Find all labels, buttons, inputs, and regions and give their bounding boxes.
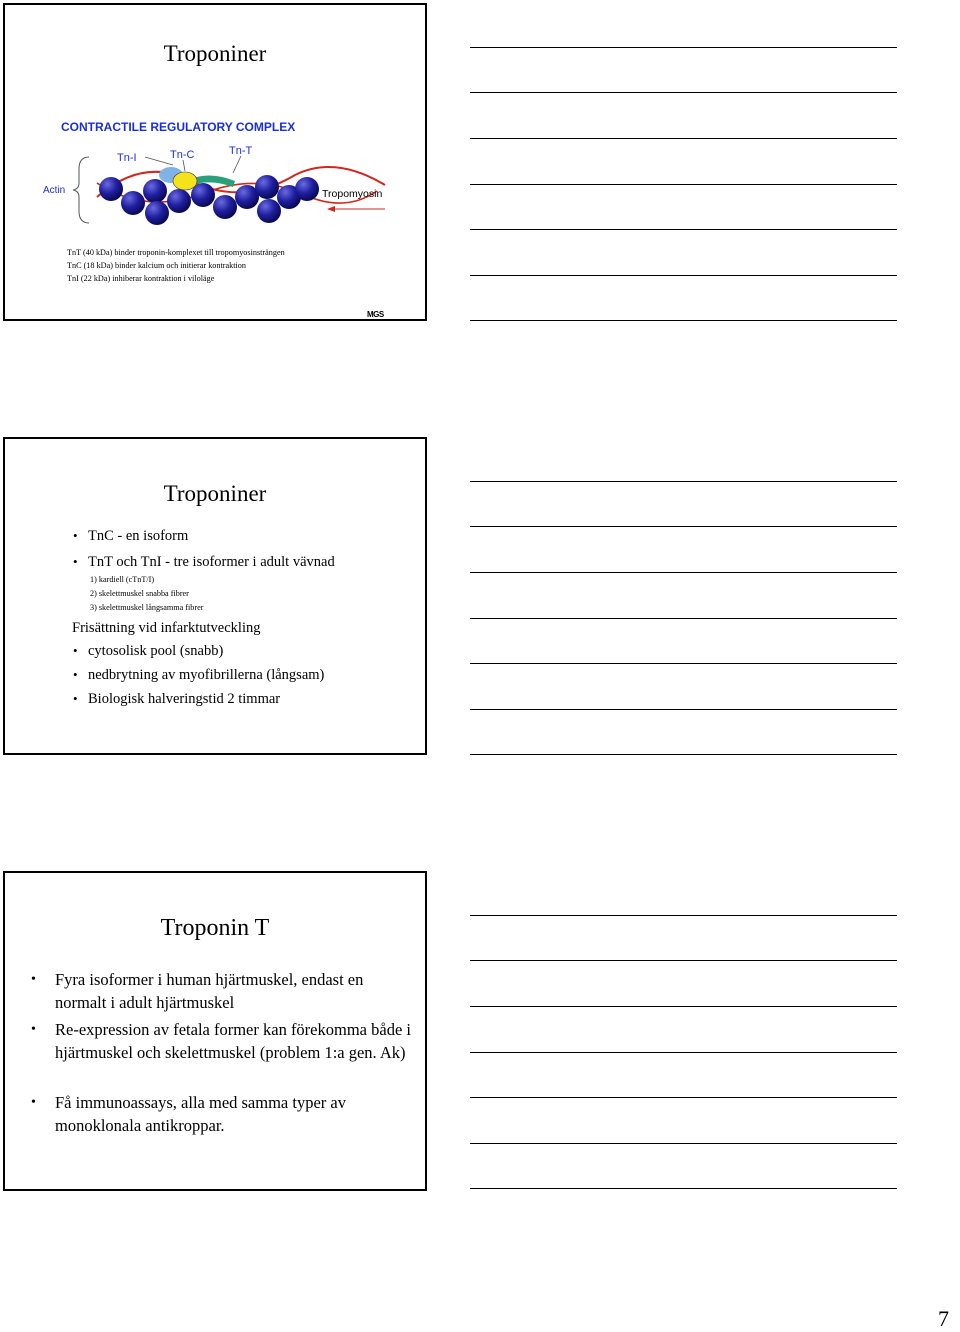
slide-title: Troponin T [160,915,270,941]
bullet-icon: • [73,643,78,658]
desc-line: TnC (18 kDa) binder kalcium och initierar kontraktion [67,261,246,270]
actin-label: Actin [43,185,66,196]
slide-title: Troponiner [163,481,267,506]
bullet-icon: • [73,554,78,569]
bullet-icon: • [31,1022,36,1037]
brace-icon [73,157,89,223]
bullet-item: • TnC - en isoform [73,528,189,544]
bullet-icon: • [73,528,78,543]
section-heading: Frisättning vid infarktutveckling [72,620,261,636]
tn-c-subunit [173,172,197,190]
tn-i-label: Tn-I [117,152,137,164]
slide-1 [3,3,427,321]
page-number: 7 [938,1306,949,1331]
bullet-icon: • [31,972,36,987]
tn-c-label: Tn-C [170,149,195,161]
bullet-item: • Fyra isoformer i human hjärtmuskel, endast en normalt i adult hjärtmuskel [31,970,364,1012]
bullet-item: • Få immunoassays, alla med samma typer av monoklonala antikroppar. [31,1093,346,1135]
slide-2 [3,437,427,755]
tropomyosin-label: Tropomyosin [322,188,383,200]
slide-title: Troponiner [163,41,267,66]
sub-item: 3) skelettmuskel långsamma fibrer [90,603,204,612]
bullet-item: • Re-expression av fetala former kan förekomma både i hjärtmuskel och skelettmuskel (problem 1:a gen. Ak) [31,1020,411,1062]
desc-line: TnT (40 kDa) binder troponin-komplexet till tropomyosinsträngen [67,248,285,257]
bullet-icon: • [73,691,78,706]
slide-3 [3,871,427,1191]
sub-item: 2) skelettmuskel snabba fibrer [90,589,189,598]
logo: MGS [367,310,384,319]
arrow-left-icon [327,206,335,212]
bullet-item: • cytosolisk pool (snabb) [73,643,224,659]
bullet-item: • nedbrytning av myofibrillerna (långsam) [73,667,325,683]
actin-filament [99,175,319,225]
bullet-item: • TnT och TnI - tre isoformer i adult vävnad [73,554,335,570]
sub-item: 1) kardiell (cTnT/I) [90,575,155,584]
tn-t-label: Tn-T [229,145,253,157]
bullet-item: • Biologisk halveringstid 2 timmar [73,691,281,707]
bullet-icon: • [31,1095,36,1110]
complex-label: CONTRACTILE REGULATORY COMPLEX [61,120,296,134]
desc-line: TnI (22 kDa) inhiberar kontraktion i viloläge [67,274,215,283]
troponin-complex-diagram [5,135,425,225]
bullet-icon: • [73,667,78,682]
